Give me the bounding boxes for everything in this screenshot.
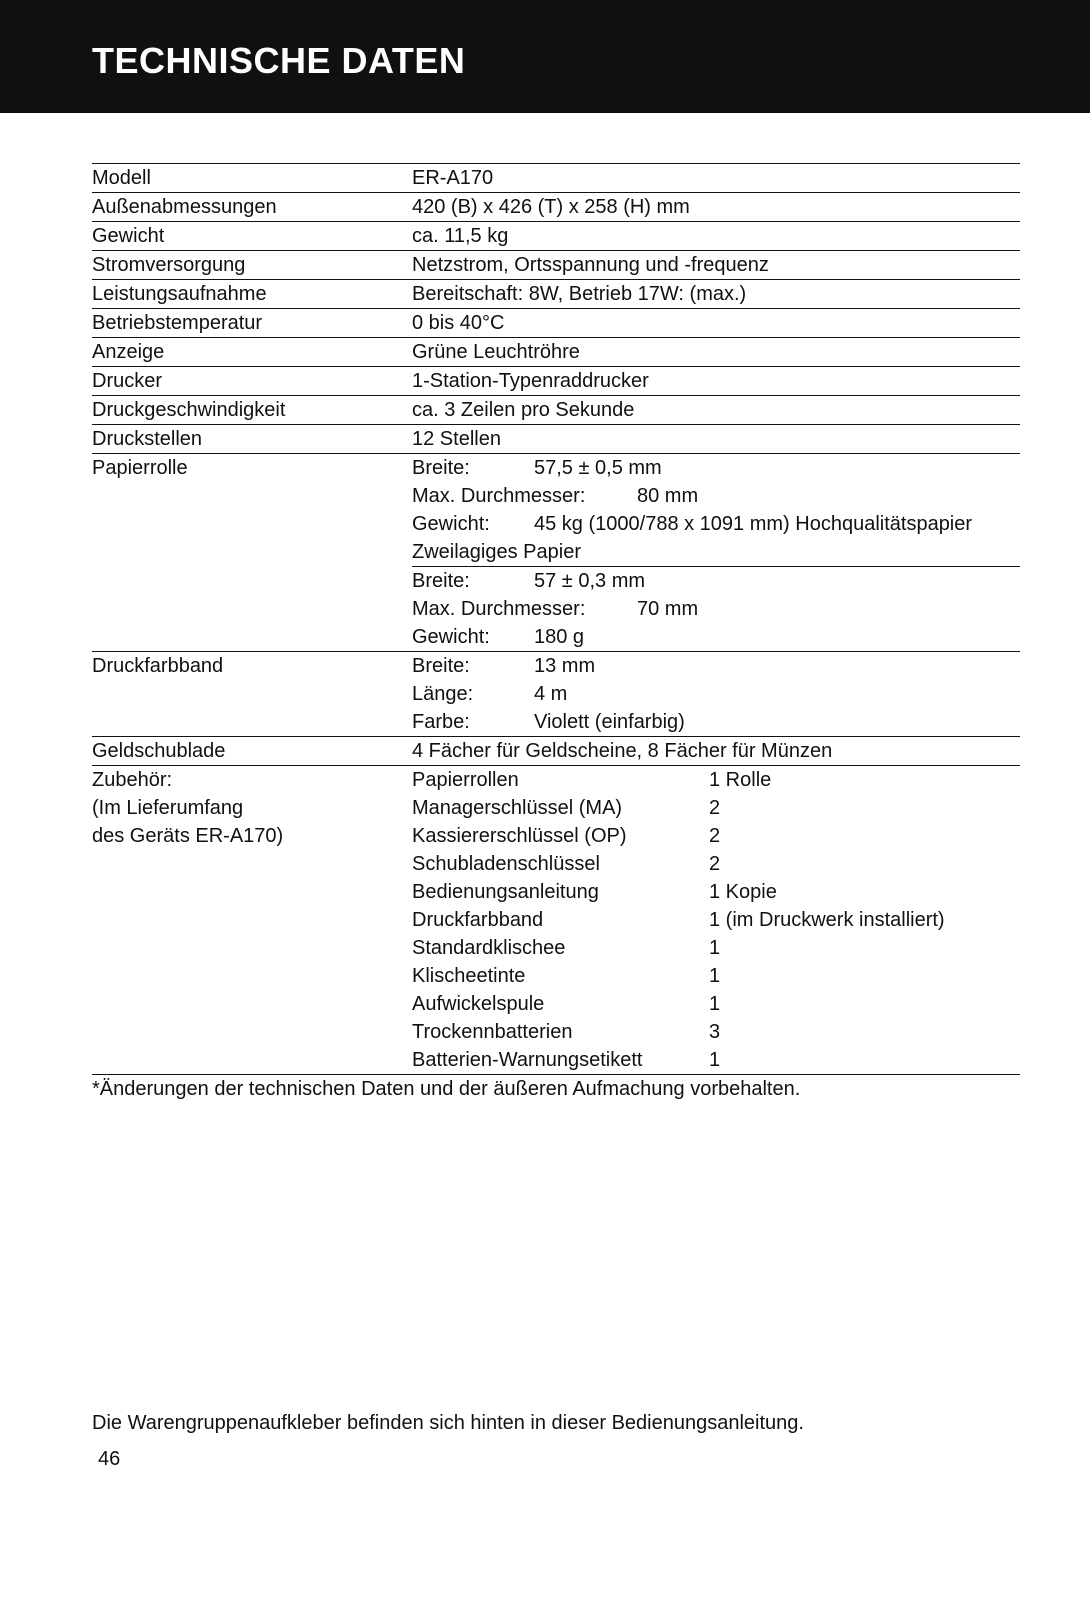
accessory-qty: 1 Kopie xyxy=(709,881,777,903)
accessory-item xyxy=(412,766,1020,794)
spec-row-papierrolle xyxy=(92,453,1020,651)
spec-value: Grüne Leuchtröhre xyxy=(412,341,580,363)
accessory-qty: 1 xyxy=(709,937,721,959)
spec-value: ca. 3 Zeilen pro Sekunde xyxy=(412,399,635,421)
spec-value: 420 (B) x 426 (T) x 258 (H) mm xyxy=(412,196,690,218)
sub-value: 180 g xyxy=(534,626,585,648)
sub-value: 70 mm xyxy=(637,598,699,620)
spec-label: Drucker xyxy=(92,370,163,392)
accessory-name: Kassiererschlüssel (OP) xyxy=(412,825,627,847)
page-number: 46 xyxy=(98,1448,121,1470)
sub-key: Farbe: xyxy=(412,711,470,733)
spec-value: ca. 11,5 kg xyxy=(412,225,509,247)
spec-value: 4 Fächer für Geldscheine, 8 Fächer für Münzen xyxy=(412,740,833,762)
sub-item xyxy=(412,567,1020,595)
spec-label: Stromversorgung xyxy=(92,254,246,276)
accessory-name: Schubladenschlüssel xyxy=(412,853,600,875)
spec-value-group xyxy=(412,652,1020,736)
sub-key: Breite: xyxy=(412,655,470,677)
spec-value: 1-Station-Typenraddrucker xyxy=(412,370,649,392)
sub-item xyxy=(412,510,1020,538)
accessory-qty: 1 xyxy=(709,1049,721,1071)
page-title: TECHNISCHE DATEN xyxy=(92,40,466,81)
spec-row xyxy=(92,395,1020,424)
accessory-name: Klischeetinte xyxy=(412,965,526,987)
sub-item xyxy=(412,652,1020,680)
spec-row xyxy=(92,250,1020,279)
accessory-name: Batterien-Warnungsetikett xyxy=(412,1049,643,1071)
spec-row-geldschublade xyxy=(92,736,1020,765)
spec-value: ER-A170 xyxy=(412,167,494,189)
accessory-item xyxy=(412,934,1020,962)
accessory-item xyxy=(412,990,1020,1018)
sub-key: Gewicht: xyxy=(412,513,490,535)
sub-item xyxy=(412,708,1020,736)
sub-key: Länge: xyxy=(412,683,474,705)
sub-key: Max. Durchmesser: xyxy=(412,598,586,620)
sub-item xyxy=(412,482,1020,510)
footnote: *Änderungen der technischen Daten und der äußeren Aufmachung vorbehalten. xyxy=(92,1074,1020,1103)
accessory-qty: 3 xyxy=(709,1021,721,1043)
spec-label: des Geräts ER-A170) xyxy=(92,825,284,847)
accessory-item xyxy=(412,906,1020,934)
sub-value: 80 mm xyxy=(637,485,699,507)
accessory-qty: 1 Rolle xyxy=(709,769,772,791)
sub-value: Violett (einfarbig) xyxy=(534,711,685,733)
sub-key: Breite: xyxy=(412,570,470,592)
spec-label: Druckfarbband xyxy=(92,655,224,677)
accessory-name: Trockennbatterien xyxy=(412,1021,573,1043)
accessory-item xyxy=(412,962,1020,990)
accessory-qty: 1 xyxy=(709,965,721,987)
spec-label: (Im Lieferumfang xyxy=(92,797,244,819)
spec-value: 0 bis 40°C xyxy=(412,312,505,334)
spec-label: Zubehör: xyxy=(92,769,173,791)
spec-label: Druckgeschwindigkeit xyxy=(92,399,286,421)
accessory-qty: 2 xyxy=(709,853,721,875)
spec-label: Papierrolle xyxy=(92,457,188,479)
accessory-name: Aufwickelspule xyxy=(412,993,545,1015)
accessory-name: Standardklischee xyxy=(412,937,566,959)
accessory-item xyxy=(412,1046,1020,1074)
spec-table xyxy=(92,163,1020,1103)
accessory-name: Druckfarbband xyxy=(412,909,544,931)
spec-row xyxy=(92,308,1020,337)
spec-row xyxy=(92,163,1020,192)
sub-item xyxy=(412,454,1020,482)
accessory-item xyxy=(412,794,1020,822)
accessory-qty: 1 (im Druckwerk installiert) xyxy=(709,909,945,931)
spec-row-zubehoer xyxy=(92,765,1020,1074)
sub-heading: Zweilagiges Papier xyxy=(412,541,581,563)
spec-label: Modell xyxy=(92,167,151,189)
accessory-list xyxy=(412,766,1020,1074)
spec-row-druckfarbband xyxy=(92,651,1020,736)
spec-label: Anzeige xyxy=(92,341,165,363)
accessory-name: Papierrollen xyxy=(412,769,519,791)
spec-value: 12 Stellen xyxy=(412,428,501,450)
accessory-item xyxy=(412,822,1020,850)
sub-value: 45 kg (1000/788 x 1091 mm) Hochqualitätspapier xyxy=(534,513,973,535)
spec-label: Leistungsaufnahme xyxy=(92,283,267,305)
spec-label: Geldschublade xyxy=(92,740,226,762)
sub-value: 13 mm xyxy=(534,655,596,677)
spec-label-group xyxy=(92,766,412,1074)
spec-row xyxy=(92,337,1020,366)
sub-key: Max. Durchmesser: xyxy=(412,485,586,507)
spec-label: Außenabmessungen xyxy=(92,196,277,218)
accessory-qty: 2 xyxy=(709,797,721,819)
spec-row xyxy=(92,279,1020,308)
spec-row xyxy=(92,192,1020,221)
sub-key: Gewicht: xyxy=(412,626,490,648)
spec-label: Druckstellen xyxy=(92,428,203,450)
accessory-qty: 1 xyxy=(709,993,721,1015)
spec-label: Gewicht xyxy=(92,225,165,247)
sub-value: 4 m xyxy=(534,683,568,705)
accessory-name: Bedienungsanleitung xyxy=(412,881,599,903)
spec-value-group xyxy=(412,454,1020,651)
sub-key: Breite: xyxy=(412,457,470,479)
spec-row xyxy=(92,221,1020,250)
sub-item xyxy=(412,623,1020,651)
accessory-item xyxy=(412,1018,1020,1046)
header-bar xyxy=(0,0,1090,113)
accessory-item xyxy=(412,878,1020,906)
accessory-name: Managerschlüssel (MA) xyxy=(412,797,623,819)
sub-item xyxy=(412,680,1020,708)
sub-item xyxy=(412,595,1020,623)
accessory-qty: 2 xyxy=(709,825,721,847)
spec-label: Betriebstemperatur xyxy=(92,312,263,334)
accessory-item xyxy=(412,850,1020,878)
spec-value: Bereitschaft: 8W, Betrieb 17W: (max.) xyxy=(412,283,747,305)
sub-value: 57,5 ± 0,5 mm xyxy=(534,457,662,479)
spec-row xyxy=(92,366,1020,395)
spec-value: Netzstrom, Ortsspannung und -frequenz xyxy=(412,254,769,276)
spec-row xyxy=(92,424,1020,453)
bottom-note: Die Warengruppenaufkleber befinden sich hinten in dieser Bedienungsanleitung. xyxy=(92,1412,804,1434)
sub-value: 57 ± 0,3 mm xyxy=(534,570,646,592)
